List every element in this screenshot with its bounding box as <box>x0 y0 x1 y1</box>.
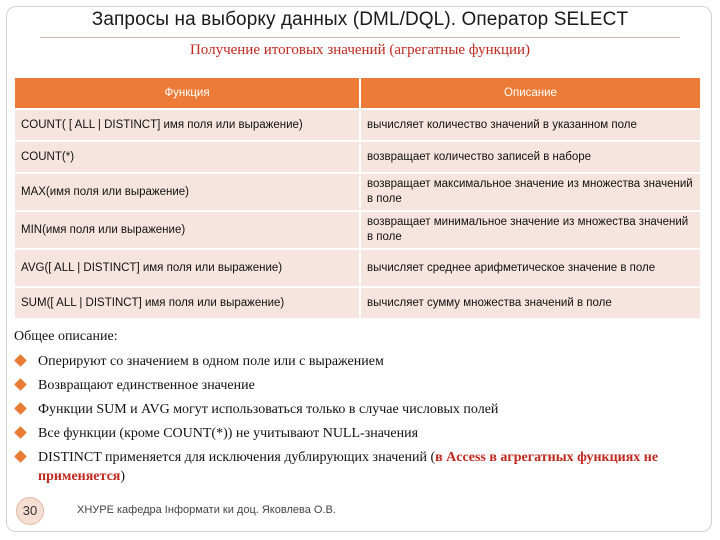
overview-section <box>14 328 694 491</box>
column-header-function: Функция <box>15 78 360 109</box>
column-header-description: Описание <box>360 78 700 109</box>
list-item <box>14 424 694 443</box>
diamond-bullet-icon <box>14 402 27 415</box>
table-row <box>15 173 700 211</box>
function-name: COUNT <box>21 150 62 163</box>
bullet-text: DISTINCT применяется для исключения дублирующих значений ( <box>38 450 436 465</box>
table-row <box>15 211 700 249</box>
function-args: (имя поля или выражение) <box>42 223 186 236</box>
bullet-text: Все функции (кроме COUNT(*)) не учитывают NULL-значения <box>38 426 419 441</box>
function-cell <box>15 141 360 173</box>
list-item <box>14 448 694 486</box>
diamond-bullet-icon <box>14 450 27 463</box>
bullet-text: Оперируют со значением в одном поле или с выражением <box>38 354 384 369</box>
function-name: SUM <box>21 296 47 309</box>
description-cell: вычисляет сумму множества значений в поле <box>360 287 700 319</box>
function-name: MAX <box>21 185 46 198</box>
slide-title: Запросы на выборку данных (DML/DQL). Оператор SELECT <box>91 9 629 30</box>
description-cell: возвращает максимальное значение из множества значений в поле <box>360 173 700 211</box>
table-row <box>15 249 700 287</box>
bullet-text: Функции SUM и AVG могут использоваться только в случае числовых полей <box>38 402 499 417</box>
footer-text: ХНУРЕ кафедра Інформати ки доц. Яковлева О.В. <box>77 504 336 516</box>
list-item <box>14 376 694 395</box>
aggregate-functions-table <box>15 78 700 320</box>
table-row <box>15 109 700 141</box>
function-args: (имя поля или выражение) <box>45 185 190 198</box>
page-number: 30 <box>16 497 44 525</box>
function-name: COUNT <box>21 118 62 131</box>
overview-title: Общее описание: <box>14 329 118 344</box>
diamond-bullet-icon <box>14 426 27 439</box>
description-cell: возвращает минимальное значение из множества значений в поле <box>360 211 700 249</box>
table-row <box>15 287 700 319</box>
function-name: MIN <box>21 223 43 236</box>
function-cell <box>15 173 360 211</box>
function-args: ( [ ALL | DISTINCT] имя поля или выражение) <box>61 118 303 131</box>
function-args: ([ ALL | DISTINCT] имя поля или выражение) <box>46 296 285 309</box>
diamond-bullet-icon <box>14 378 27 391</box>
function-name: AVG <box>21 261 45 274</box>
description-cell: вычисляет среднее арифметическое значение в поле <box>360 249 700 287</box>
bullet-text: Возвращают единственное значение <box>38 378 255 393</box>
table-header-row <box>15 78 700 109</box>
description-cell: возвращает количество записей в наборе <box>360 141 700 173</box>
function-cell <box>15 211 360 249</box>
function-cell <box>15 249 360 287</box>
access-note: в Access в агрегатных функциях не применяется <box>38 450 659 484</box>
diamond-bullet-icon <box>14 354 27 367</box>
list-item <box>14 400 694 419</box>
description-cell: вычисляет количество значений в указанном поле <box>360 109 700 141</box>
function-args: ([ ALL | DISTINCT] имя поля или выражение) <box>44 261 283 274</box>
function-cell <box>15 109 360 141</box>
function-cell <box>15 287 360 319</box>
table-row <box>15 141 700 173</box>
title-divider <box>40 37 680 38</box>
function-args: (*) <box>61 150 75 163</box>
bullet-text-closing: ) <box>120 469 126 484</box>
slide-subtitle: Получение итоговых значений (агрегатные функции) <box>189 42 531 58</box>
list-item <box>14 352 694 371</box>
